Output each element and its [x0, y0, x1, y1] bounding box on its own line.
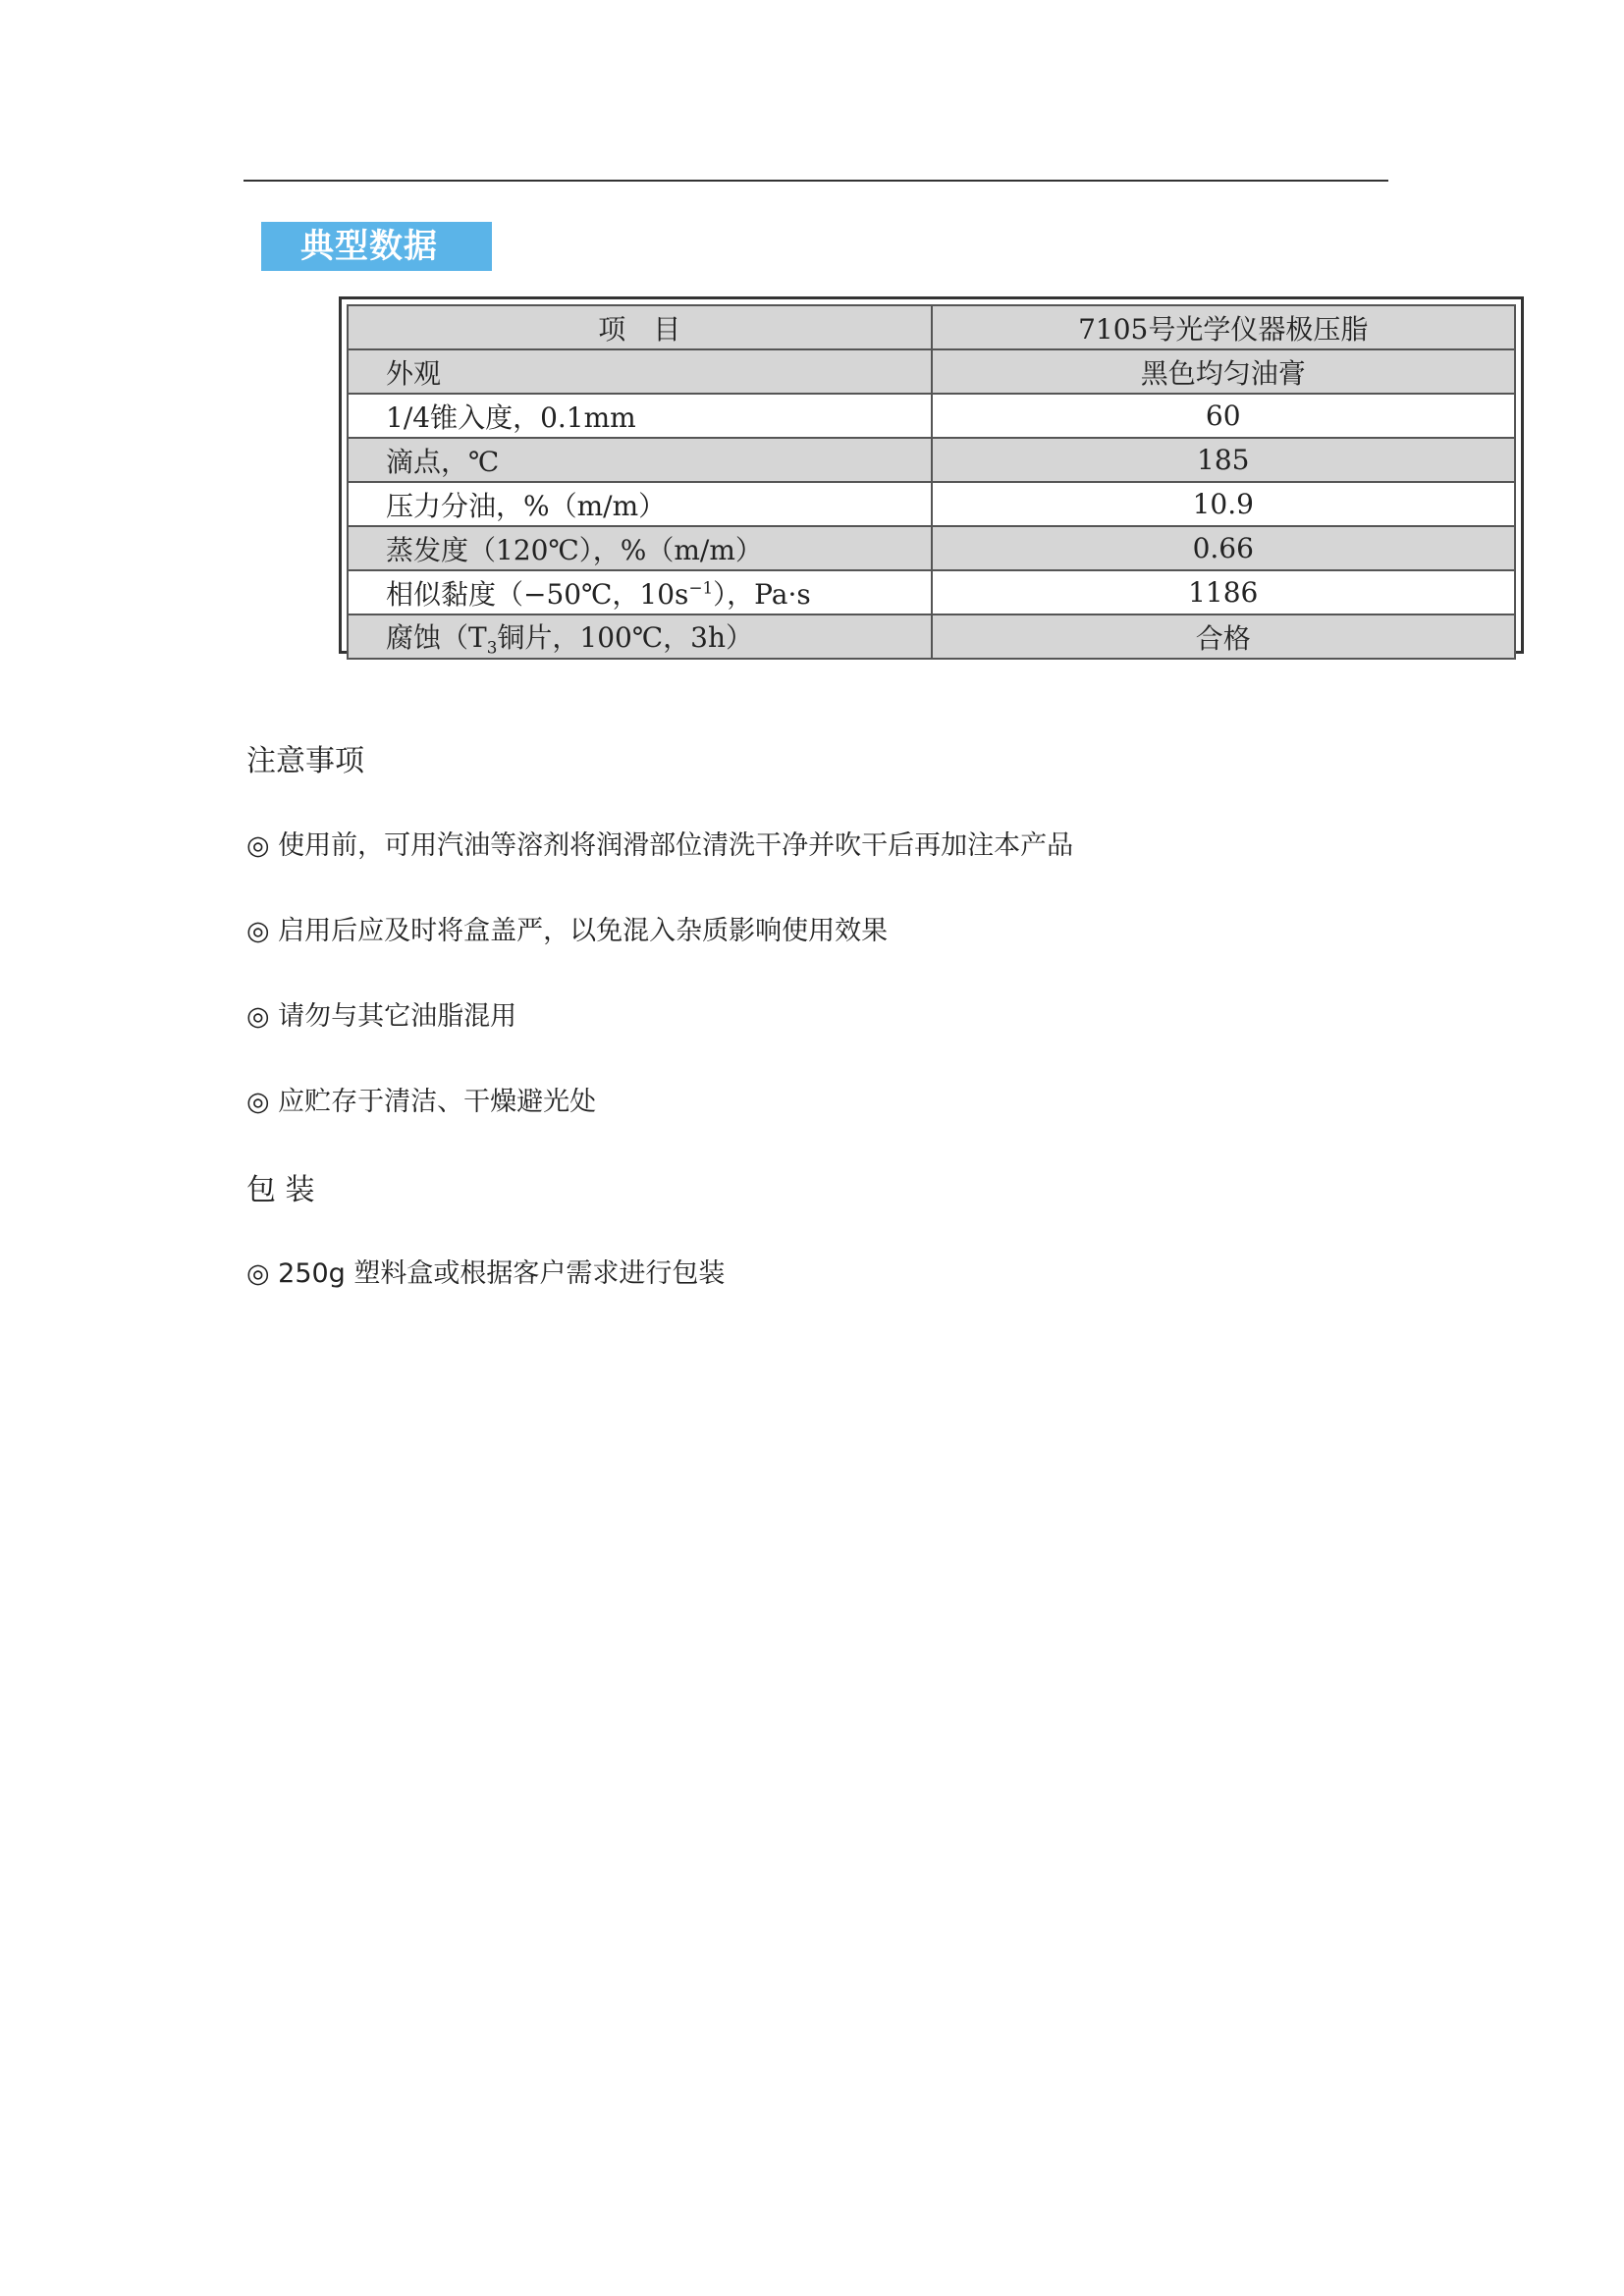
table-cell-value: 185	[932, 438, 1516, 482]
table-row	[348, 570, 1515, 614]
packaging-item: ◎ 250g 塑料盒或根据客户需求进行包装	[246, 1258, 726, 1289]
table-cell-value: 合格	[932, 614, 1516, 659]
table-cell-value: 0.66	[932, 526, 1516, 570]
table-cell-item: 1/4锥入度，0.1mm	[348, 394, 932, 438]
table-cell-value: 10.9	[932, 482, 1516, 526]
table-row	[348, 349, 1515, 394]
note-item: ◎ 使用前，可用汽油等溶剂将润滑部位清洗干净并吹干后再加注本产品	[246, 830, 1074, 861]
table-cell-item: 外观	[348, 349, 932, 394]
top-divider	[244, 180, 1388, 182]
item-text: 相似黏度（−50℃，10s	[386, 577, 689, 611]
table-cell-item	[348, 614, 932, 659]
table-cell-item: 压力分油，%（m/m）	[348, 482, 932, 526]
table-cell-item	[348, 570, 932, 614]
note-item: ◎ 启用后应及时将盒盖严，以免混入杂质影响使用效果	[246, 916, 889, 946]
table-cell-value: 60	[932, 394, 1516, 438]
table-cell-item: 滴点，℃	[348, 438, 932, 482]
table-row	[348, 526, 1515, 570]
packaging-heading: 包 装	[246, 1173, 315, 1207]
table-header-row	[348, 305, 1515, 349]
item-text-suffix: 铜片，100℃，3h）	[497, 620, 753, 654]
table-row	[348, 614, 1515, 659]
table-cell-value: 1186	[932, 570, 1516, 614]
item-subscript: 3	[486, 637, 498, 658]
note-item: ◎ 请勿与其它油脂混用	[246, 1001, 517, 1032]
table-cell-item: 蒸发度（120℃），%（m/m）	[348, 526, 932, 570]
spec-table	[347, 304, 1516, 660]
notes-heading: 注意事项	[246, 744, 364, 778]
table-cell-value: 黑色均匀油膏	[932, 349, 1516, 394]
table-row	[348, 482, 1515, 526]
table-header-item: 项 目	[348, 305, 932, 349]
spec-table-frame	[339, 296, 1524, 658]
table-header-product: 7105号光学仪器极压脂	[932, 305, 1516, 349]
table-row	[348, 394, 1515, 438]
section-title-banner: 典型数据	[261, 222, 492, 271]
item-text-suffix: ），Pa·s	[713, 577, 811, 611]
item-text: 腐蚀（T	[386, 620, 487, 654]
table-row	[348, 438, 1515, 482]
item-superscript: −1	[688, 577, 714, 598]
note-item: ◎ 应贮存于清洁、干燥避光处	[246, 1087, 597, 1117]
